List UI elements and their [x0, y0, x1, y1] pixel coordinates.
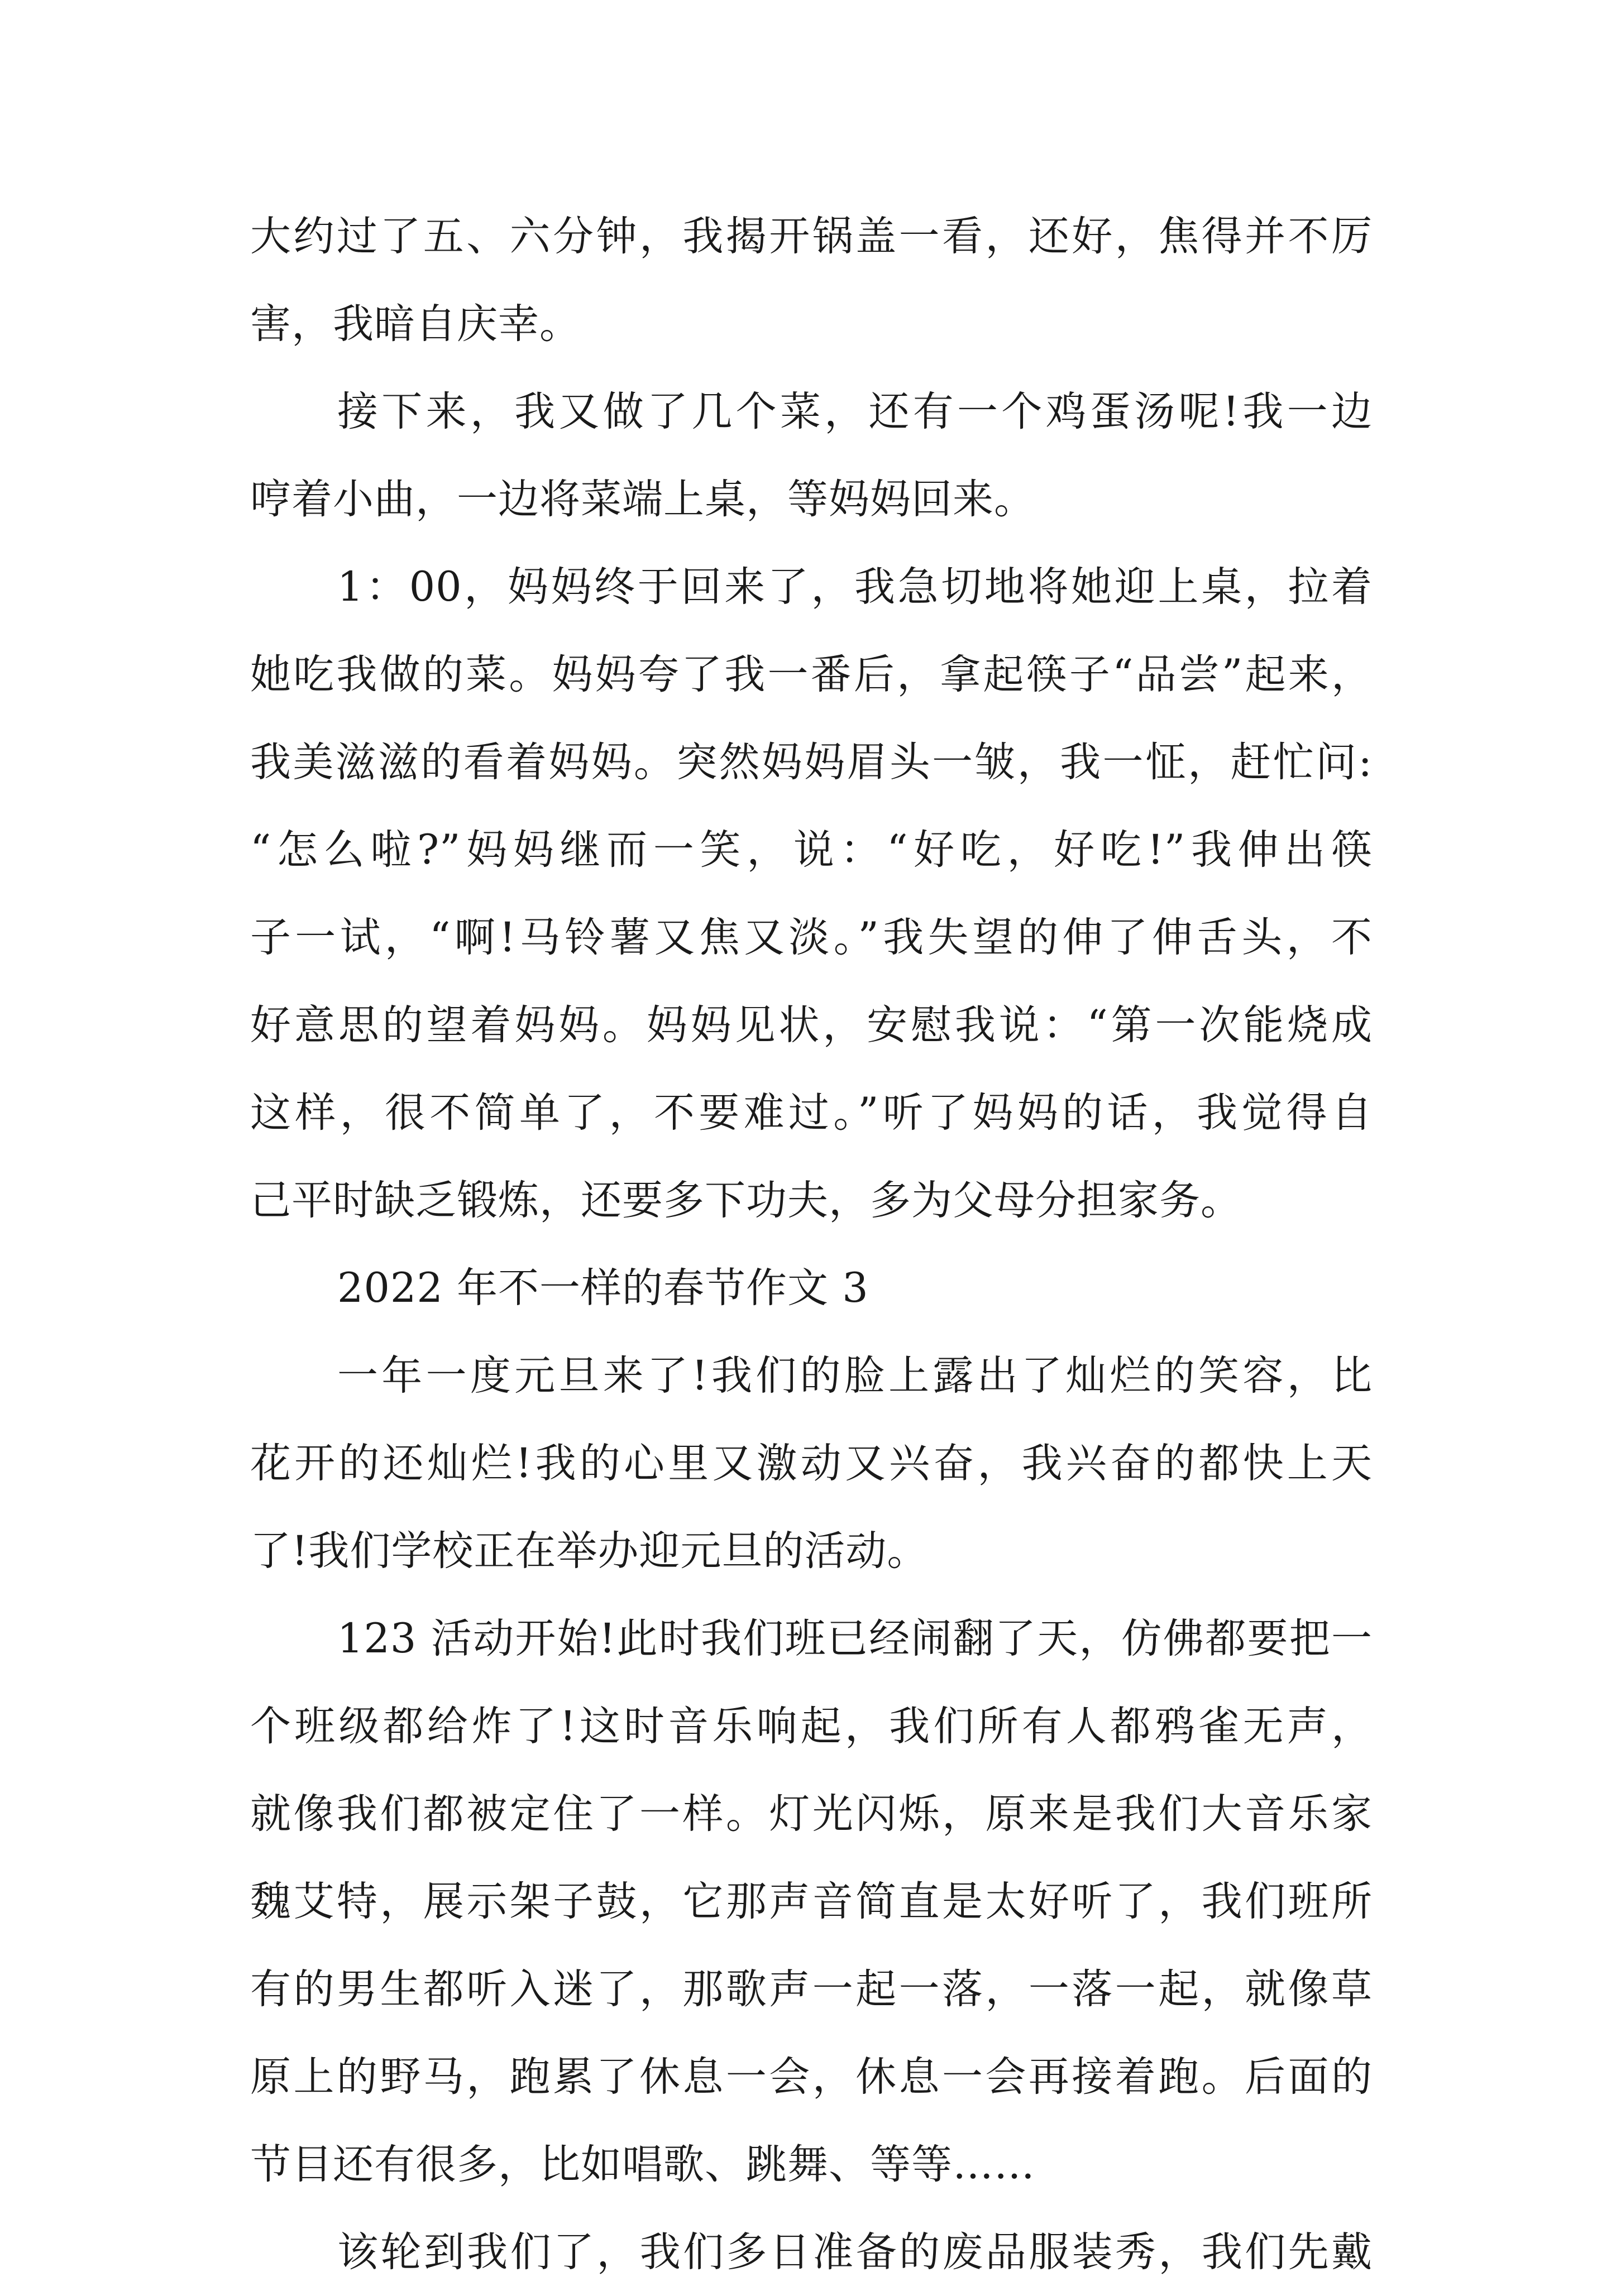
- section-heading: 2022 年不一样的春节作文 3: [337, 1264, 869, 1312]
- text-line: 这样，很不简单了，不要难过。”听了妈妈的话，我觉得自: [250, 1089, 1373, 1137]
- text-line: 己平时缺乏锻炼，还要多下功夫，多为父母分担家务。: [250, 1177, 1242, 1224]
- text-line: 1：00，妈妈终于回来了，我急切地将她迎上桌，拉着: [337, 563, 1373, 611]
- text-line: 节目还有很多，比如唱歌、跳舞、等等……: [250, 2141, 1035, 2188]
- text-line: 好意思的望着妈妈。妈妈见状，安慰我说：“第一次能烧成: [250, 1001, 1373, 1049]
- text-line: 她吃我做的菜。妈妈夸了我一番后，拿起筷子“品尝”起来，: [250, 651, 1373, 698]
- text-line: 魏艾特，展示架子鼓，它那声音简直是太好听了，我们班所: [250, 1878, 1373, 1925]
- text-line: 该轮到我们了，我们多日准备的废品服装秀，我们先戴: [337, 2228, 1373, 2276]
- text-line: 花开的还灿烂!我的心里又激动又兴奋，我兴奋的都快上天: [250, 1440, 1373, 1487]
- text-line: 了!我们学校正在举办迎元旦的活动。: [250, 1527, 929, 1575]
- text-line: 一年一度元旦来了!我们的脸上露出了灿烂的笑容，比: [337, 1352, 1373, 1399]
- text-line: 我美滋滋的看着妈妈。突然妈妈眉头一皱，我一怔，赶忙问:: [250, 739, 1373, 786]
- text-line: 大约过了五、六分钟，我揭开锅盖一看，还好，焦得并不厉: [250, 213, 1373, 260]
- text-line: 子一试，“啊!马铃薯又焦又淡。”我失望的伸了伸舌头，不: [250, 914, 1373, 961]
- text-line: 就像我们都被定住了一样。灯光闪烁，原来是我们大音乐家: [250, 1790, 1373, 1838]
- text-line: 有的男生都听入迷了，那歌声一起一落，一落一起，就像草: [250, 1966, 1373, 2013]
- text-line: 哼着小曲，一边将菜端上桌，等妈妈回来。: [250, 476, 1035, 523]
- text-line: 123 活动开始!此时我们班已经闹翻了天，仿佛都要把一: [337, 1615, 1373, 1662]
- text-line: 害，我暗自庆幸。: [250, 300, 581, 348]
- text-line: 接下来，我又做了几个菜，还有一个鸡蛋汤呢!我一边: [337, 388, 1373, 435]
- text-line: 个班级都给炸了!这时音乐响起，我们所有人都鸦雀无声，: [250, 1703, 1373, 1750]
- text-line: 原上的野马，跑累了休息一会，休息一会再接着跑。后面的: [250, 2053, 1373, 2101]
- text-line: “怎么啦?”妈妈继而一笑，说：“好吃，好吃!”我伸出筷: [250, 826, 1373, 874]
- body-text: [250, 193, 1373, 2296]
